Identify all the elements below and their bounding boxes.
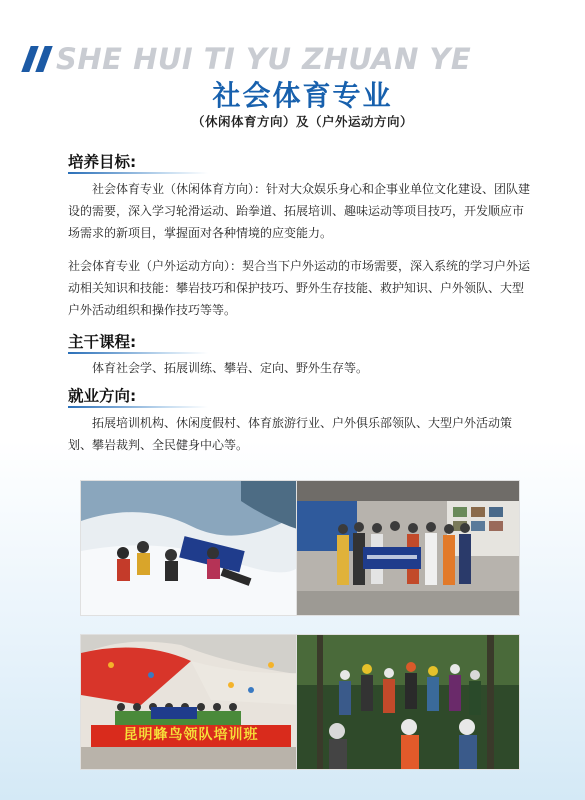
career-underline: [68, 406, 208, 408]
goals-paragraph-leisure: 社会体育专业（休闲体育方向）：针对大众娱乐身心和企事业单位文化建设、团队建设的需要，深入学习轮滑运动、跆拳道、拓展培训、趣味运动等项目技巧，开发顺应市场需求的新项目，掌握面对各种情境的应变能力。: [68, 182, 531, 240]
decor-stripe: [35, 46, 52, 72]
photo-snow-mountain: [80, 480, 304, 616]
photo-forest-group: [296, 634, 520, 770]
photo-banner-text: 昆明蜂鸟领队培训班: [123, 727, 259, 743]
goals-paragraph-outdoor: 社会体育专业（户外运动方向）：契合当下户外运动的市场需要，深入系统的学习户外运动相关知识和技能：攀岩技巧和保护技巧、野外生存技能、救护知识、户外领队、大型户外活动组织和操作技巧等等。: [68, 259, 531, 317]
page-title: 社会体育专业: [212, 79, 393, 112]
courses-heading: 主干课程:: [68, 333, 137, 351]
goals-heading: 培养目标:: [68, 153, 137, 171]
career-heading: 就业方向:: [68, 387, 137, 405]
courses-text: 体育社会学、拓展训练、攀岩、定向、野外生存等。: [92, 361, 369, 375]
page-subtitle: （休闲体育方向）及（户外运动方向）: [191, 114, 413, 129]
english-title: SHE HUI TI YU ZHUAN YE: [56, 42, 472, 76]
goals-underline: [68, 172, 208, 174]
photo-climbing-wall: [80, 634, 304, 770]
courses-underline: [68, 352, 208, 354]
photo-team-banner: [296, 480, 520, 616]
career-text: 拓展培训机构、休闲度假村、体育旅游行业、户外俱乐部领队、大型户外活动策划、攀岩裁判、全民健身中心等。: [68, 416, 513, 452]
